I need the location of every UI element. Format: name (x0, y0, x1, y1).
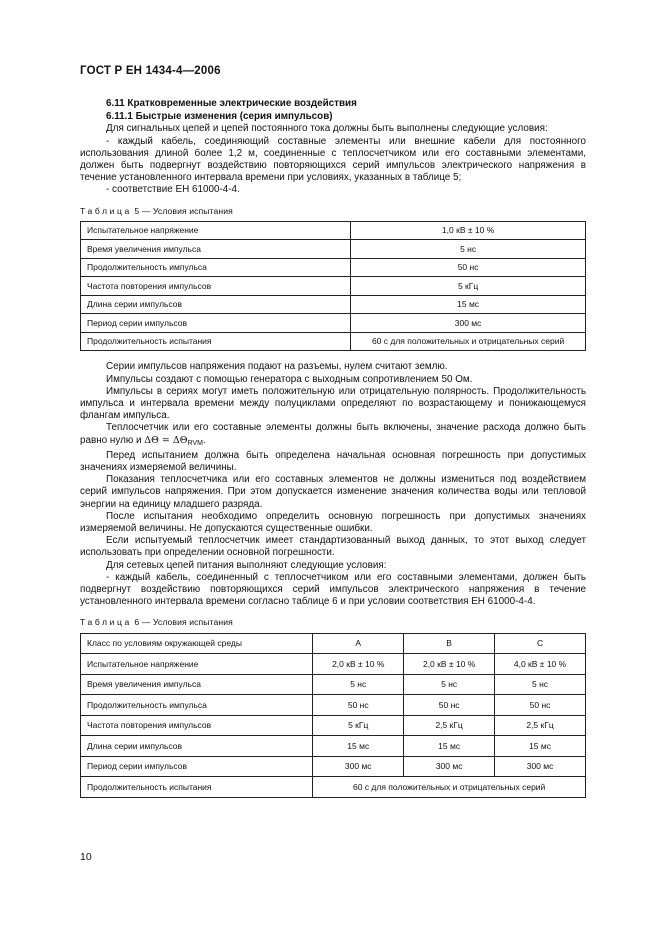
paragraph-text: Теплосчетчик или его составные элементы должны быть включены, значение расхода должно быть равно нулю и (80, 422, 586, 446)
paragraph: Для сигнальных цепей и цепей постоянного тока должны быть выполнены следующие условия: (106, 123, 548, 135)
caption-text: 5 — Условия испытания (131, 205, 233, 216)
caption-word: Таблица (80, 617, 132, 628)
subsection-title-6-11-1: 6.11.1 Быстрые изменения (серия импульсов) (106, 111, 333, 123)
list-item: - каждый кабель, соединенный с теплосчетчиком или его составными элементами, должен быть подвергнут воздействию повторяющихся серий импульсов электрического напряжения в течение установленного интервала времени согласно таблице 6 и при условии соответствия ЕН 61000-4-4. (80, 571, 586, 608)
paragraph: Показания теплосчетчика или его составных элементов не должны измениться под воздействием серий импульсов напряжения. При этом допускается изменение значения количества воды или тепловой энергии на единицу младшего разряда. (80, 474, 586, 510)
header-cell: B (404, 633, 495, 654)
document-header: ГОСТ Р ЕН 1434-4—2006 (80, 65, 221, 77)
list-item: - каждый кабель, соединяющий составные элементы или внешние кабели для постоянного использования длиной более 1,2 м, соединенные с теплосчетчиком или его составными элементами, должен быть подвергнут воздействию повторяющихся серий импульсов электрического напряжения в течение установленного интервала времени при условиях, указанных в таблице 5; (80, 135, 586, 184)
formula: ΔΘ = ΔΘ (144, 434, 188, 446)
parameter-cell: Время увеличения импульса (81, 674, 313, 695)
parameter-cell: Период серии импульсов (81, 314, 351, 333)
value-cell: 60 с для положительных и отрицательных серий (351, 332, 586, 351)
paragraph: Импульсы создают с помощью генератора с выходным сопротивлением 50 Ом. (106, 373, 473, 385)
value-cell: 15 мс (404, 736, 495, 757)
paragraph-end: . (203, 434, 206, 446)
parameter-cell: Продолжительность импульса (81, 258, 351, 277)
table-5-caption (80, 205, 586, 217)
paragraph-with-formula (80, 422, 586, 449)
parameter-cell: Продолжительность испытания (81, 777, 313, 798)
value-cell: 5 нс (495, 674, 586, 695)
parameter-cell: Время увеличения импульса (81, 240, 351, 259)
parameter-cell: Продолжительность испытания (81, 332, 351, 351)
table-row (81, 332, 586, 351)
value-cell: 15 мс (313, 736, 404, 757)
value-cell: 60 с для положительных и отрицательных серий (313, 777, 586, 798)
value-cell: 50 нс (495, 695, 586, 716)
paragraph: Для сетевых цепей питания выполняют следующие условия: (106, 559, 387, 571)
parameter-cell: Длина серии импульсов (81, 736, 313, 757)
caption-text: 6 — Условия испытания (131, 617, 233, 628)
value-cell: 50 нс (351, 258, 586, 277)
formula-subscript: RVM (187, 439, 204, 447)
value-cell: 2,0 кВ ± 10 % (313, 654, 404, 675)
paragraph: После испытания необходимо определить основную погрешность при допустимых значениях измеряемой величины. Не допускаются существенные ошибки. (80, 510, 586, 534)
value-cell: 15 мс (495, 736, 586, 757)
table-5 (80, 221, 586, 352)
value-cell: 2,5 кГц (404, 715, 495, 736)
value-cell: 5 нс (313, 674, 404, 695)
table-row (81, 695, 586, 716)
section-title-6-11: 6.11 Кратковременные электрические воздействия (106, 98, 357, 109)
page-number: 10 (80, 851, 92, 863)
value-cell: 50 нс (404, 695, 495, 716)
parameter-cell: Испытательное напряжение (81, 654, 313, 675)
table-row (81, 258, 586, 277)
value-cell: 1,0 кВ ± 10 % (351, 221, 586, 240)
table-header-row (81, 633, 586, 654)
value-cell: 300 мс (351, 314, 586, 333)
value-cell: 4,0 кВ ± 10 % (495, 654, 586, 675)
parameter-cell: Частота повторения импульсов (81, 277, 351, 296)
header-cell: C (495, 633, 586, 654)
header-cell: A (313, 633, 404, 654)
paragraph: Импульсы в сериях могут иметь положительную или отрицательную полярность. Продолжительность импульса и интервала времени между полуциклами определяют по возрастающему и понижающемуся флангам импульса. (80, 385, 586, 422)
value-cell: 2,5 кГц (495, 715, 586, 736)
table-row (81, 277, 586, 296)
value-cell: 50 нс (313, 695, 404, 716)
value-cell: 5 кГц (351, 277, 586, 296)
table-row (81, 715, 586, 736)
document-body (80, 98, 586, 798)
value-cell: 5 нс (404, 674, 495, 695)
value-cell: 15 мс (351, 295, 586, 314)
value-cell: 300 мс (495, 756, 586, 777)
table-6-caption (80, 616, 586, 628)
caption-word: Таблица (80, 205, 132, 216)
table-row (81, 654, 586, 675)
parameter-cell: Испытательное напряжение (81, 221, 351, 240)
value-cell: 5 нс (351, 240, 586, 259)
parameter-cell: Продолжительность импульса (81, 695, 313, 716)
value-cell: 300 мс (313, 756, 404, 777)
table-row (81, 314, 586, 333)
value-cell: 300 мс (404, 756, 495, 777)
paragraph: Перед испытанием должна быть определена начальная основная погрешность при допустимых значениях измеряемой величины. (80, 449, 586, 473)
value-cell: 2,0 кВ ± 10 % (404, 654, 495, 675)
table-row (81, 295, 586, 314)
table-row (81, 756, 586, 777)
table-row (81, 221, 586, 240)
parameter-cell: Длина серии импульсов (81, 295, 351, 314)
value-cell: 5 кГц (313, 715, 404, 736)
paragraph: Серии импульсов напряжения подают на разъемы, нулем считают землю. (106, 361, 448, 373)
table-6 (80, 633, 586, 798)
table-row (81, 240, 586, 259)
list-item: - соответствие ЕН 61000-4-4. (106, 184, 240, 196)
parameter-cell: Период серии импульсов (81, 756, 313, 777)
table-row (81, 674, 586, 695)
table-row (81, 777, 586, 798)
table-row (81, 736, 586, 757)
header-cell: Класс по условиям окружающей среды (81, 633, 313, 654)
parameter-cell: Частота повторения импульсов (81, 715, 313, 736)
paragraph: Если испытуемый теплосчетчик имеет стандартизованный выход данных, то этот выход следует использовать при определении основной погрешности. (80, 535, 586, 559)
